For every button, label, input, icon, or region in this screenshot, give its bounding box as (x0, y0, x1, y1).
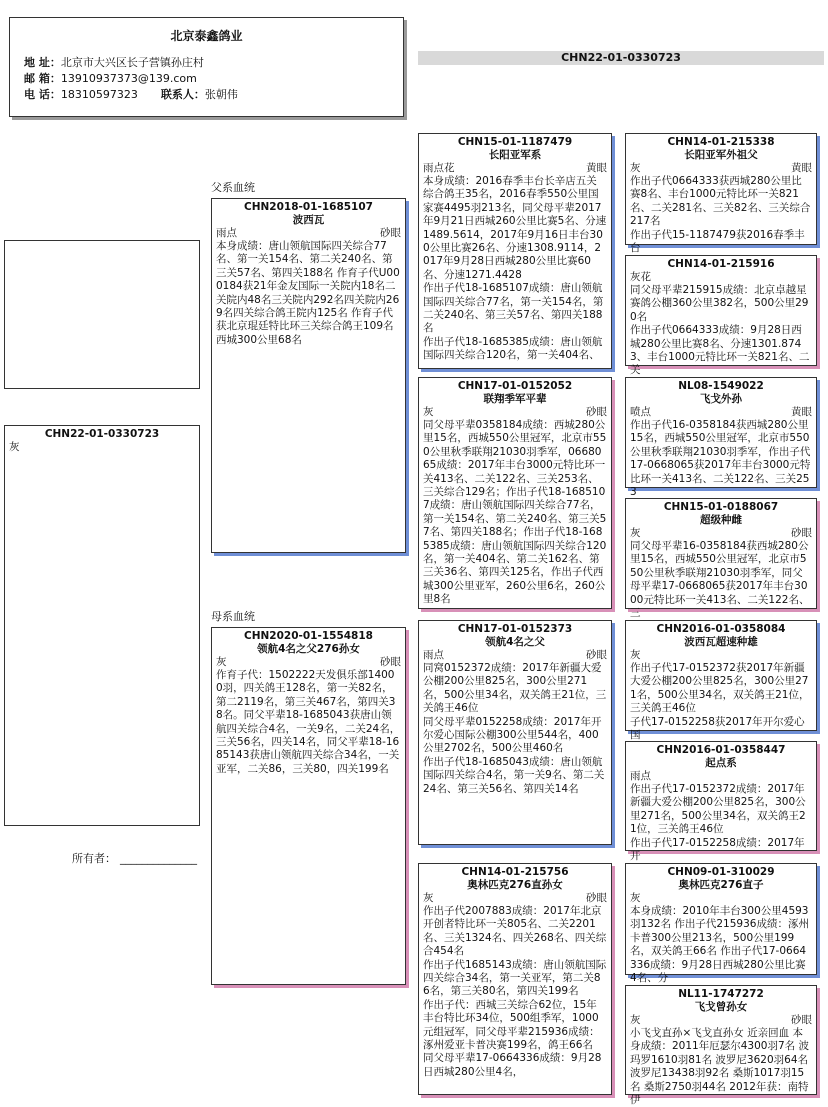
gp-eye: 砂眼 (586, 406, 607, 418)
ggp-description: 作出子代16-0358184获西城280公里15名，西城550公里冠军，北京市550公里秋季联翔21030羽季军，作出子代17-0668065获2017年丰台3000元特比环一关413名、二关122名、三关253 (630, 419, 811, 499)
ggp-name: 飞戈曾孙女 (694, 1001, 748, 1013)
contact-label: 联系人： (160, 88, 205, 101)
gp-color: 雨点花 (423, 162, 455, 174)
ggp-name: 超级种雌 (700, 514, 742, 526)
ggp-ring: NL11-1747272 (678, 988, 764, 1000)
ggp-name: 波西瓦超速种雄 (684, 636, 758, 648)
great-grandparent-box (625, 985, 817, 1107)
address-label: 地 址： (24, 56, 61, 69)
email-label: 邮 箱： (24, 72, 61, 85)
sire-box (211, 198, 406, 553)
ggp-color: 灰 (630, 649, 641, 661)
gp-eye: 黄眼 (586, 162, 607, 174)
dam-color: 灰 (216, 656, 227, 668)
subject-pigeon-box (4, 425, 200, 826)
top-ring-bar (418, 51, 824, 65)
ggp-ring: CHN09-01-310029 (667, 866, 775, 878)
sire-description: 本身成绩：唐山领航国际四关综合77名、第一关154名、第二关240名、第三关57名、第四关188名 作育子代U000184获21年金友国际一关院内18名二关院内48名三关院内292名四关院内269名四关综合鸽王院内125名 作育子代获北京琨廷特比环三关综合鸽王109名 西城300公里68名 (216, 240, 400, 346)
email-value: 13910937373@139.com (60, 72, 197, 85)
gp-ring: CHN17-01-0152373 (457, 623, 573, 635)
loft-info-box (9, 17, 404, 117)
ggp-color: 灰 (630, 162, 641, 174)
owner-label: 所有者： (72, 852, 116, 865)
ggp-ring: CHN2016-01-0358447 (656, 744, 786, 756)
gp-ring: CHN14-01-215756 (461, 866, 569, 878)
gp-description: 作出子代2007883成绩：2017年北京开创者特比环一关805名、二关2201名、三关1324名、四关268名、四关综合454名 作出子代1685143成绩：唐山领航国际四关综合34名，第一关亚军，第二关86名，第三关80名，第四关199名 作出子代：西城三关综合62位，15年丰台特比环34位，500组季军，1000元组冠军，同父母平辈215936成绩：涿州爱亚卡普决赛199名，鸽王66名 同父母平辈17-0664336成绩：9月28日西城280公里4名， (423, 905, 607, 1078)
gp-name: 奥林匹克276直孙女 (467, 879, 563, 891)
ggp-description: 本身成绩：2010年丰台300公里4593羽132名 作出子代215936成绩：涿州卡普300公里213名，500公里199名，双关鸽王66名 作出子代17-0664336成绩：9月28日西城280公里比赛4名、分 (630, 905, 809, 985)
subject-ring: CHN22-01-0330723 (44, 428, 160, 440)
dam-box (211, 627, 406, 985)
ggp-ring: CHN2016-01-0358084 (656, 623, 786, 635)
ggp-ring: CHN14-01-215338 (667, 136, 775, 148)
email-row (24, 71, 403, 87)
ggp-color: 灰花 (630, 271, 651, 283)
ggp-ring: CHN14-01-215916 (667, 258, 775, 270)
ggp-description: 作出子代17-0152372获2017年新疆大爱公棚200公里825名，300公里271名，500公里34名，双关鸽王21位，三关鸽王46位 子代17-0152258获2017年开尔爱心国 (630, 662, 810, 742)
ggp-color: 灰 (630, 1014, 641, 1026)
gp-description: 同父母平辈0358184成绩：西城280公里15名，西城550公里冠军，北京市550公里秋季联翔21030羽季军，0668065成绩：2017年丰台3000元特比环一关413名、二关122名、三关253名、三关综合129名；作出子代18-1685107成绩：唐山领航国际四关综合77名，第一关154名、第二关240名、第三关57名、第四关188名；作出子代18-1685385成绩：唐山领航国际四关综合120名，第一关404名、第二关162名、第三关36名、第四关125名，作出子代西城300公里亚军，260公里6名，260公里8名 (423, 419, 607, 606)
gp-color: 灰 (423, 406, 434, 418)
top-ring-number: CHN22-01-0330723 (561, 51, 681, 64)
ggp-ring: NL08-1549022 (678, 380, 764, 392)
dam-eye: 砂眼 (380, 656, 401, 668)
phone-label: 电 话： (24, 88, 61, 101)
address-row (24, 55, 403, 71)
gp-color: 灰 (423, 892, 434, 904)
ggp-eye: 黄眼 (791, 162, 812, 174)
sire-ring: CHN2018-01-1685107 (244, 201, 373, 213)
sire-color: 雨点 (216, 227, 237, 239)
ggp-name: 长阳亚军外祖父 (684, 149, 758, 161)
father-line-label: 父系血统 (211, 181, 255, 194)
ggp-color: 灰 (630, 892, 641, 904)
ggp-description: 作出子代0664333获西城280公里比赛8名、丰台1000元特比环一关821名、二关281名、三关82名、三关综合217名 作出子代15-1187479获2016春季丰台 (630, 175, 811, 255)
grandparent-box (418, 863, 612, 1095)
ggp-description: 同父母平辈215915成绩：北京卓越星赛鸽公棚360公里382名，500公里290名 作出子代0664333成绩：9月28日西城280公里比赛8名、分速1301.8743、丰台1000元特比环一关821名、二关 (630, 284, 810, 377)
ggp-name: 奥林匹克276直子 (678, 879, 764, 891)
ggp-color: 灰 (630, 527, 641, 539)
ggp-eye: 黄眼 (791, 406, 812, 418)
address-value: 北京市大兴区长子营镇孙庄村 (60, 56, 204, 69)
gp-ring: CHN15-01-1187479 (457, 136, 573, 148)
dam-description: 作育子代：1502222天发俱乐部14000羽，四关鸽王128名，第一关82名，第二2119名，第三关467名，第四关38名。同父平辈18-1685043获唐山领航四关综合4名，一关9名，二关24名，三关56名，四关14名，同父平辈18-1685143获唐山领航四关综合34名，一关亚军，二关86，三关80，四关199名 (216, 669, 401, 775)
phone-row (24, 87, 403, 103)
ggp-name: 起点系 (705, 757, 737, 769)
ggp-name: 飞戈外孙 (700, 393, 742, 405)
great-grandparent-box (625, 863, 817, 985)
gp-eye: 砂眼 (586, 892, 607, 904)
gp-description: 同窝0152372成绩：2017年新疆大爱公棚200公里825名，300公里271名，500公里34名，双关鸽王21位，三关鸽王46位 同父母平辈0152258成绩：2017年开尔爱心国际公棚300公里544名，400公里2702名，500公里460名 作出子代18-1685043成绩：唐山领航国际四关综合4名，第一关9名、第二关24名、第三关56名、第四关14名 (423, 662, 607, 795)
phone-value: 18310597323 (60, 88, 138, 101)
gp-name: 领航4名之父 (485, 636, 545, 648)
grandparent-box (418, 620, 612, 845)
loft-name: 北京泰鑫鸽业 (170, 29, 243, 43)
sire-name: 波西瓦 (292, 214, 325, 226)
gp-eye: 砂眼 (586, 649, 607, 661)
great-grandparent-box (625, 741, 817, 863)
ggp-eye: 砂眼 (791, 1014, 812, 1026)
ggp-color: 喷点 (630, 406, 651, 418)
great-grandparent-box (625, 255, 817, 377)
gp-name: 长阳亚军系 (488, 149, 542, 161)
owner-blank: ______________ (120, 852, 197, 865)
owner-line (72, 850, 197, 866)
great-grandparent-box (625, 133, 817, 255)
great-grandparent-box (625, 498, 817, 620)
subject-color: 灰 (9, 441, 20, 453)
gp-description: 本身成绩：2016春季丰台长辛店五关综合鸽王35名，2016春季550公里国家赛4495羽213名，同父母平辈2017年9月21日西城260公里比赛5名、分速1489.5614，2017年9月16日丰台300公里比赛26名、分速1308.9114，2017年9月28日西城280公里比赛60名、分速1271.4428 作出子代18-1685107成绩：唐山领航国际四关综合77名，第一关154名，第二关240名、第三关57名、第四关188名 作出子代18-1685385成绩：唐山领航国际四关综合120名，第一关404名、 (423, 175, 607, 362)
ggp-description: 作出子代17-0152372成绩：2017年新疆大爱公棚200公里825名，300公里271名，500公里34名，双关鸽王21位，三关鸽王46位 作出子代17-0152258成绩：2017年开 (630, 783, 806, 863)
gp-name: 联翔季军平辈 (483, 393, 547, 405)
ggp-eye: 砂眼 (791, 527, 812, 539)
dam-name: 领航4名之父276孙女 (257, 643, 360, 655)
sire-eye: 砂眼 (380, 227, 401, 239)
ggp-description: 小飞戈直孙×飞戈直孙女 近亲回血 本身成绩：2011年厄瑟尔4300羽7名 波玛罗1610羽81名 波罗尼3620羽64名 波罗尼13438羽92名 桑斯1017羽15名 桑斯2750羽44名 2012年获：南特伊 (630, 1027, 812, 1107)
pigeon-photo-frame (4, 240, 200, 389)
dam-ring: CHN2020-01-1554818 (244, 630, 373, 642)
gp-color: 雨点 (423, 649, 444, 661)
ggp-description: 同父母平辈16-0358184获西城280公里15名，西城550公里冠军，北京市550公里秋季联翔21030羽季军，同父母平辈17-0668065获2017年丰台3000元特比环一关413名、二关122名、三 (630, 540, 810, 620)
grandparent-box (418, 133, 612, 369)
ggp-ring: CHN15-01-0188067 (663, 501, 779, 513)
ggp-color: 雨点 (630, 770, 651, 782)
great-grandparent-box (625, 377, 817, 499)
contact-value: 张朝伟 (204, 88, 238, 101)
mother-line-label: 母系血统 (211, 610, 255, 623)
gp-ring: CHN17-01-0152052 (457, 380, 573, 392)
great-grandparent-box (625, 620, 817, 742)
grandparent-box (418, 377, 612, 609)
